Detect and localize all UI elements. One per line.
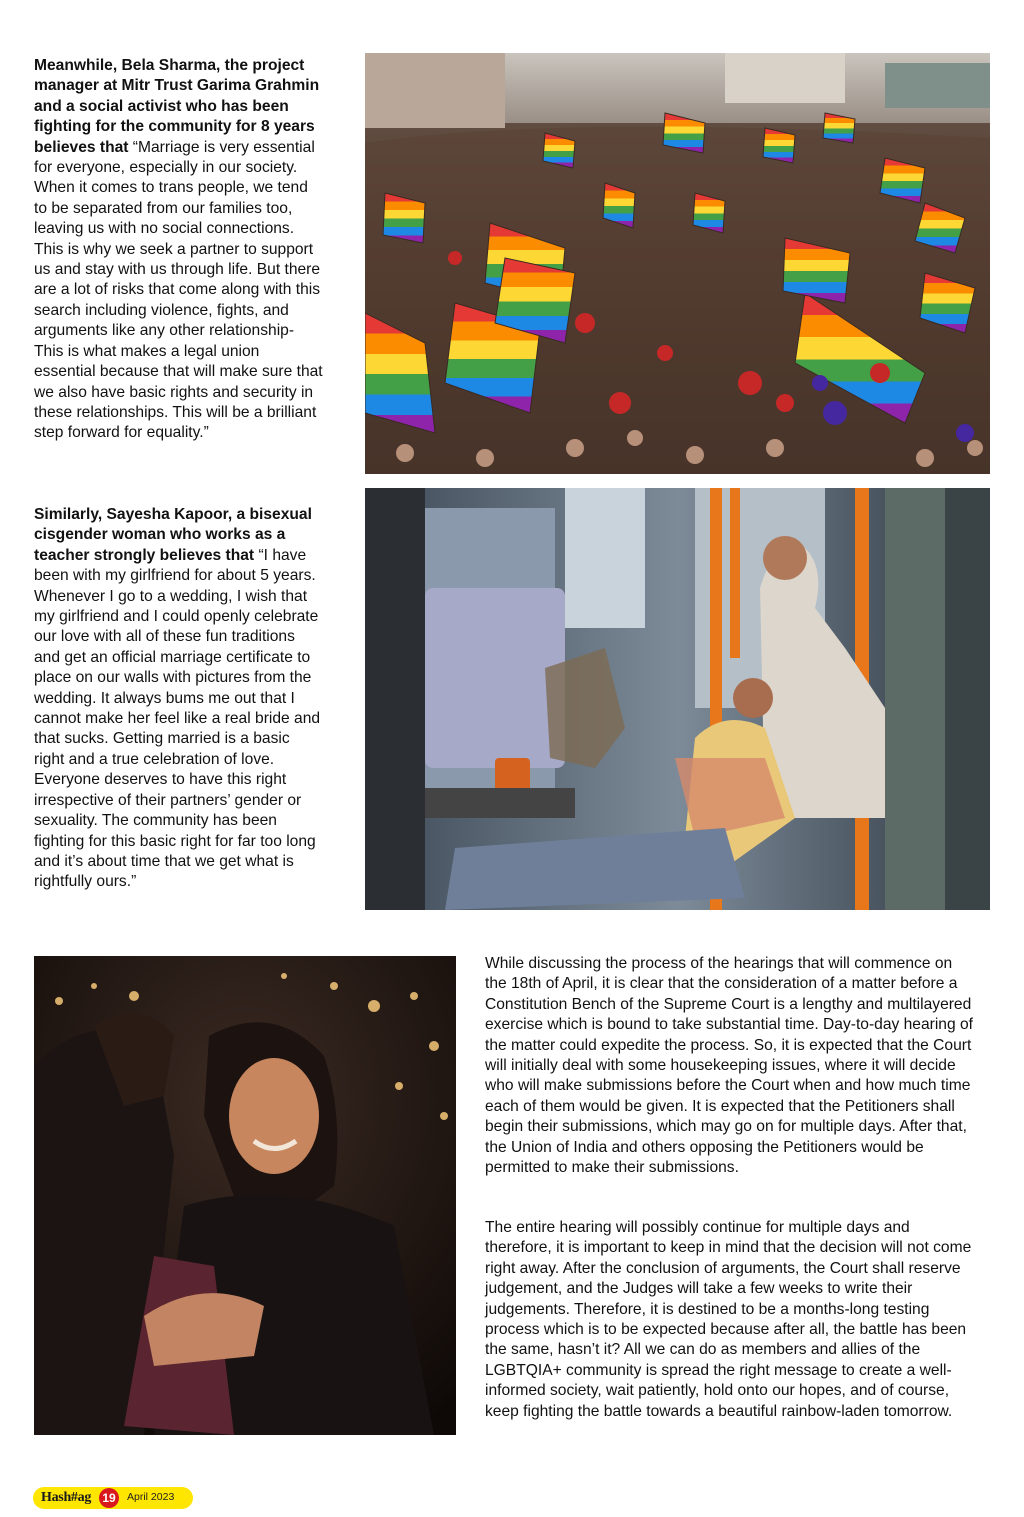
article-paragraph-bela-sharma — [34, 56, 324, 444]
article-paragraph-sayesha-kapoor — [34, 505, 324, 893]
night-couple-photo — [34, 956, 456, 1435]
paragraph-quote: “I have been with my girlfriend for about 5 years. Whenever I go to a wedding, I wish that my girlfriend and I could openly celebrate our love with all of these fun traditions and get an official marriage certificate to place on our walls with pictures from the wedding. It always bums me out that I cannot make her feel like a real bride and that sucks. Getting married is a basic right and a true celebration of love. Everyone deserves to have this right irrespective of their partners’ gender or sexuality. The community has been fighting for this basic right for far too long and it’s about time that we get what is rightfully ours.” — [34, 546, 321, 891]
magazine-logo: Hash#ag — [41, 1490, 92, 1505]
issue-date: April 2023 — [127, 1491, 175, 1503]
paragraph-lead: Similarly, Sayesha Kapoor, a bisexual cisgender woman who works as a teacher strongly believes that — [34, 506, 312, 564]
page-number-badge: 19 — [99, 1488, 119, 1508]
train-couple-photo — [365, 488, 990, 910]
paragraph-quote: “Marriage is very essential for everyone, especially in our society. When it comes to trans people, we tend to be separated from our families too, leaving us with no social connections. This is why we seek a partner to support us and stay with us through life. But there are a lot of risks that come along with this search including violence, fights, and arguments like any other relationship- This is what makes a legal union essential because that will make sure that we also have basic rights and security in these relationships. This will be a brilliant step forward for equality.” — [34, 138, 323, 442]
page-footer — [33, 1487, 193, 1509]
pride-crowd-photo — [365, 53, 990, 474]
paragraph-lead: Meanwhile, Bela Sharma, the project manager at Mitr Trust Garima Grahmin and a social activist who has been fighting for the community for 8 years believes that — [34, 57, 320, 156]
article-paragraph-conclusion: The entire hearing will possibly continue for multiple days and therefore, it is important to keep in mind that the decision will not come right away. After the conclusion of arguments, the Court shall reserve judgement, and the Judges will take a few weeks to write their judgements. Therefore, it is destined to be a months-long testing process which is to be expected because after all, the battle has been the same, hasn’t it? All we can do as members and allies of the LGBTQIA+ community is spread the right message to create a well-informed society, wait patiently, hold onto our hopes, and of course, keep fighting the battle towards a beautiful rainbow-laden tomorrow. — [485, 1219, 972, 1420]
article-paragraph-hearings: While discussing the process of the hearings that will commence on the 18th of April, it is clear that the consideration of a matter before a Constitution Bench of the Supreme Court is a lengthy and multilayered exercise which is bound to take substantial time. Day-to-day hearing of the matter could expedite the process. So, it is expected that the Court will initially deal with some housekeeping issues, where it will decide who will make submissions before the Court when and how much time each of them would be given. It is expected that the Petitioners shall begin their submissions, which may go on for multiple days. After that, the Union of India and others opposing the Petitioners would be permitted to make their submissions. — [485, 955, 973, 1177]
